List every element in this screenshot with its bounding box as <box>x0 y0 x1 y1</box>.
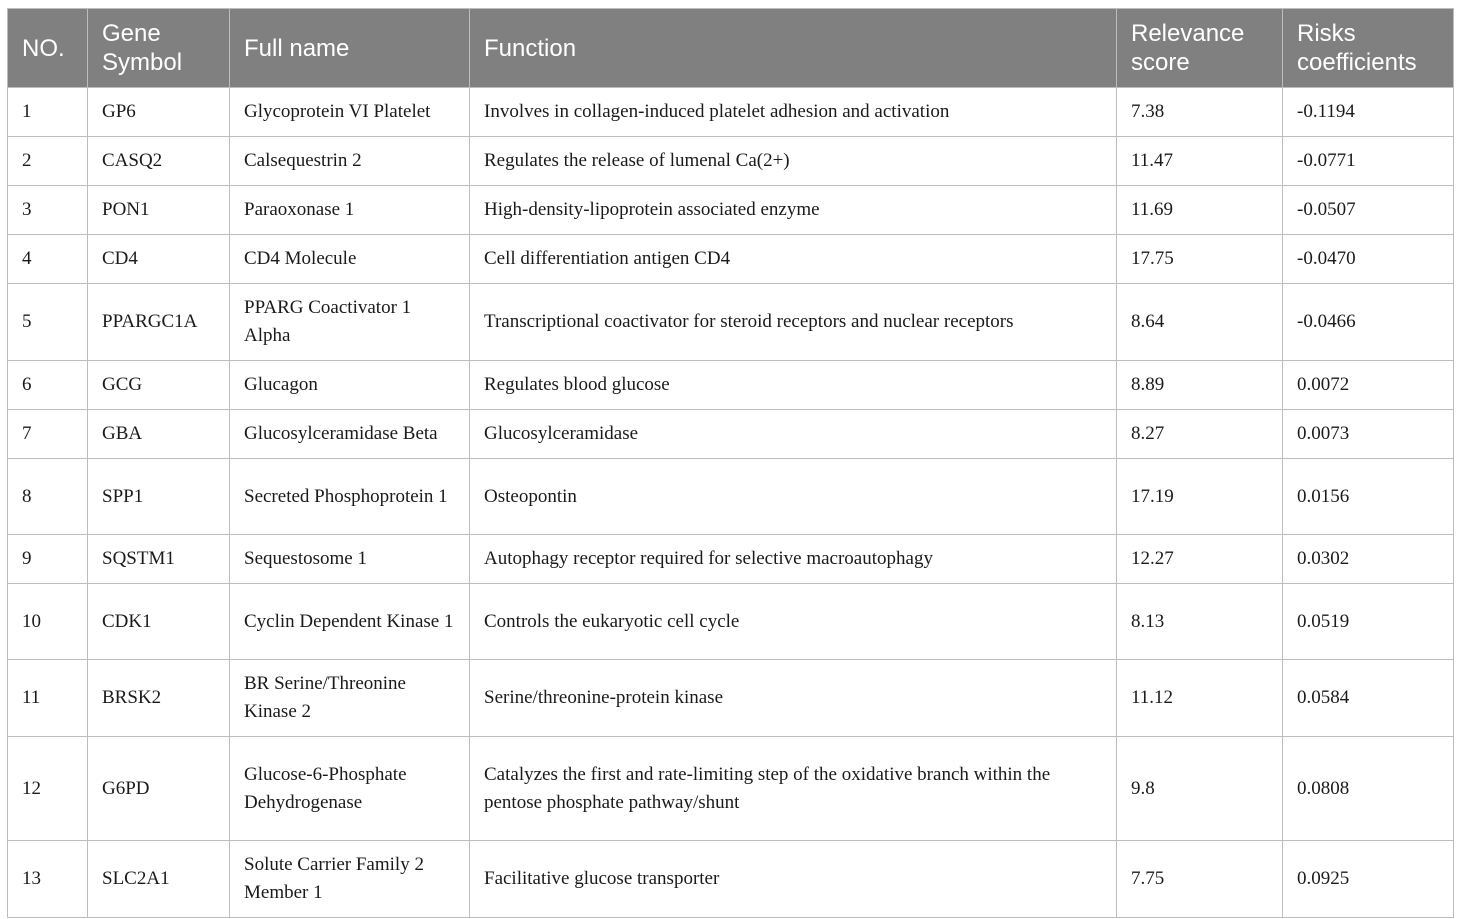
cell-full-name: BR Serine/Threonine Kinase 2 <box>230 660 470 737</box>
cell-gene-symbol: GBA <box>88 410 230 459</box>
header-gene-symbol: Gene Symbol <box>88 9 230 88</box>
table-row <box>8 284 1454 361</box>
cell-risk-coefficient: 0.0302 <box>1283 535 1454 584</box>
cell-relevance-score: 8.27 <box>1117 410 1283 459</box>
cell-no: 8 <box>8 459 88 535</box>
cell-full-name: Solute Carrier Family 2 Member 1 <box>230 841 470 918</box>
cell-relevance-score: 7.38 <box>1117 88 1283 137</box>
cell-full-name: Glucose-6-Phosphate Dehydrogenase <box>230 737 470 841</box>
table-row <box>8 737 1454 841</box>
cell-risk-coefficient: 0.0073 <box>1283 410 1454 459</box>
cell-no: 9 <box>8 535 88 584</box>
table-row <box>8 584 1454 660</box>
cell-risk-coefficient: 0.0584 <box>1283 660 1454 737</box>
cell-function: Transcriptional coactivator for steroid receptors and nuclear receptors <box>470 284 1117 361</box>
cell-relevance-score: 17.19 <box>1117 459 1283 535</box>
cell-function: Autophagy receptor required for selective macroautophagy <box>470 535 1117 584</box>
cell-gene-symbol: SQSTM1 <box>88 535 230 584</box>
cell-gene-symbol: PON1 <box>88 186 230 235</box>
cell-no: 2 <box>8 137 88 186</box>
cell-risk-coefficient: -0.0507 <box>1283 186 1454 235</box>
cell-full-name: Secreted Phosphoprotein 1 <box>230 459 470 535</box>
cell-function: Serine/threonine-protein kinase <box>470 660 1117 737</box>
table-row <box>8 186 1454 235</box>
cell-relevance-score: 11.47 <box>1117 137 1283 186</box>
cell-function: High-density-lipoprotein associated enzyme <box>470 186 1117 235</box>
cell-relevance-score: 8.13 <box>1117 584 1283 660</box>
cell-relevance-score: 11.69 <box>1117 186 1283 235</box>
cell-risk-coefficient: 0.0808 <box>1283 737 1454 841</box>
cell-no: 12 <box>8 737 88 841</box>
cell-risk-coefficient: -0.0470 <box>1283 235 1454 284</box>
cell-full-name: Calsequestrin 2 <box>230 137 470 186</box>
cell-full-name: Glucagon <box>230 361 470 410</box>
cell-function: Regulates the release of lumenal Ca(2+) <box>470 137 1117 186</box>
cell-risk-coefficient: 0.0925 <box>1283 841 1454 918</box>
cell-relevance-score: 12.27 <box>1117 535 1283 584</box>
cell-gene-symbol: CDK1 <box>88 584 230 660</box>
cell-full-name: Glucosylceramidase Beta <box>230 410 470 459</box>
cell-function: Facilitative glucose transporter <box>470 841 1117 918</box>
table-row <box>8 459 1454 535</box>
cell-full-name: Sequestosome 1 <box>230 535 470 584</box>
cell-full-name: Paraoxonase 1 <box>230 186 470 235</box>
header-full-name: Full name <box>230 9 470 88</box>
cell-full-name: Cyclin Dependent Kinase 1 <box>230 584 470 660</box>
table-row <box>8 535 1454 584</box>
header-relevance-score: Relevance score <box>1117 9 1283 88</box>
cell-relevance-score: 11.12 <box>1117 660 1283 737</box>
cell-function: Osteopontin <box>470 459 1117 535</box>
header-no: NO. <box>8 9 88 88</box>
table-row <box>8 660 1454 737</box>
cell-risk-coefficient: 0.0156 <box>1283 459 1454 535</box>
table-row <box>8 88 1454 137</box>
table-row <box>8 235 1454 284</box>
cell-no: 10 <box>8 584 88 660</box>
cell-relevance-score: 17.75 <box>1117 235 1283 284</box>
cell-risk-coefficient: 0.0072 <box>1283 361 1454 410</box>
cell-gene-symbol: CASQ2 <box>88 137 230 186</box>
cell-no: 3 <box>8 186 88 235</box>
cell-risk-coefficient: -0.1194 <box>1283 88 1454 137</box>
cell-relevance-score: 9.8 <box>1117 737 1283 841</box>
cell-no: 1 <box>8 88 88 137</box>
table-header-row <box>8 9 1454 88</box>
cell-full-name: PPARG Coactivator 1 Alpha <box>230 284 470 361</box>
header-function: Function <box>470 9 1117 88</box>
table-row <box>8 137 1454 186</box>
cell-risk-coefficient: -0.0771 <box>1283 137 1454 186</box>
cell-no: 6 <box>8 361 88 410</box>
table-row <box>8 361 1454 410</box>
cell-function: Involves in collagen-induced platelet adhesion and activation <box>470 88 1117 137</box>
cell-function: Regulates blood glucose <box>470 361 1117 410</box>
cell-gene-symbol: SPP1 <box>88 459 230 535</box>
cell-relevance-score: 7.75 <box>1117 841 1283 918</box>
cell-function: Cell differentiation antigen CD4 <box>470 235 1117 284</box>
cell-gene-symbol: GP6 <box>88 88 230 137</box>
table-row <box>8 410 1454 459</box>
cell-gene-symbol: G6PD <box>88 737 230 841</box>
cell-risk-coefficient: -0.0466 <box>1283 284 1454 361</box>
cell-full-name: Glycoprotein VI Platelet <box>230 88 470 137</box>
cell-function: Controls the eukaryotic cell cycle <box>470 584 1117 660</box>
cell-risk-coefficient: 0.0519 <box>1283 584 1454 660</box>
gene-table <box>7 8 1454 918</box>
cell-gene-symbol: PPARGC1A <box>88 284 230 361</box>
cell-gene-symbol: SLC2A1 <box>88 841 230 918</box>
cell-no: 11 <box>8 660 88 737</box>
table-row <box>8 841 1454 918</box>
cell-gene-symbol: CD4 <box>88 235 230 284</box>
cell-no: 7 <box>8 410 88 459</box>
header-risks-coefficients: Risks coefficients <box>1283 9 1454 88</box>
cell-full-name: CD4 Molecule <box>230 235 470 284</box>
cell-no: 5 <box>8 284 88 361</box>
cell-gene-symbol: GCG <box>88 361 230 410</box>
cell-no: 4 <box>8 235 88 284</box>
cell-no: 13 <box>8 841 88 918</box>
cell-function: Glucosylceramidase <box>470 410 1117 459</box>
cell-relevance-score: 8.89 <box>1117 361 1283 410</box>
cell-relevance-score: 8.64 <box>1117 284 1283 361</box>
cell-gene-symbol: BRSK2 <box>88 660 230 737</box>
cell-function: Catalyzes the first and rate-limiting step of the oxidative branch within the pentose phosphate pathway/shunt <box>470 737 1117 841</box>
